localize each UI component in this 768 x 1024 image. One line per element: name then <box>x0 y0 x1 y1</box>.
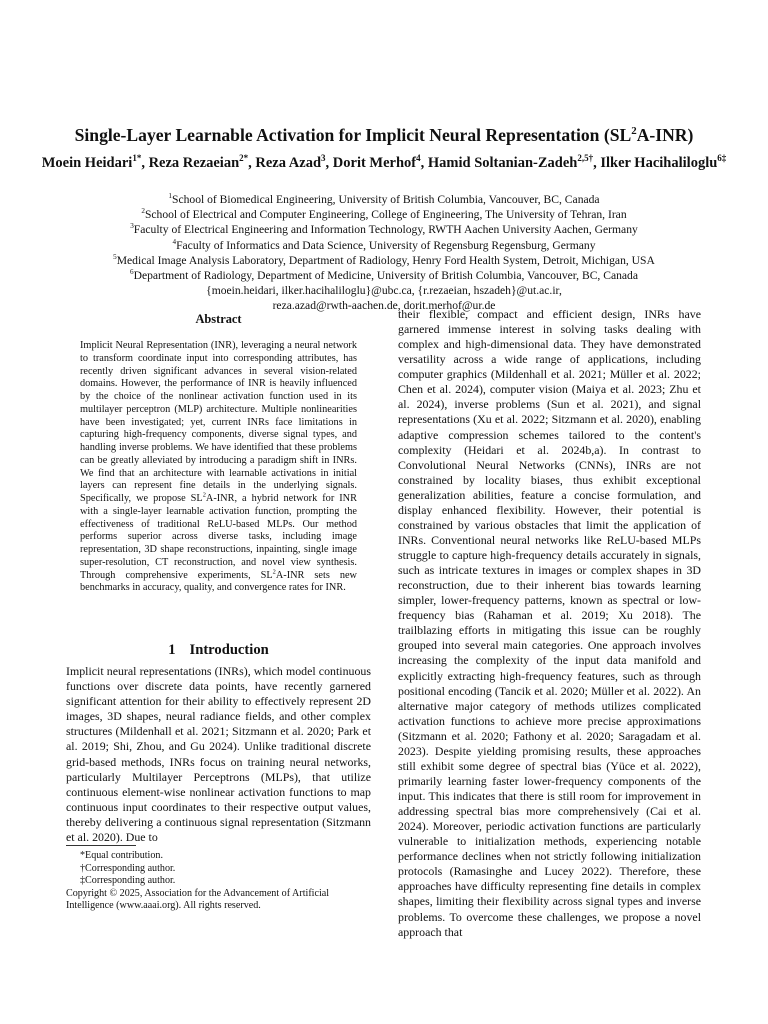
author-list: Moein Heidari$^{1*}$, Reza Rezaeian$^{2*}$, Reza Azad$^3$, Dorit Merhof$^4$, Hamid Soltanian-Zadeh$^{2,5\dagger}$, Ilker Hacihaliloglu$^{6\ddagger}$ <box>41 153 727 171</box>
affiliation-1: $^1$School of Biomedical Engineering, University of British Columbia, Vancouver, BC, Canada <box>168 192 600 206</box>
copyright-notice: Copyright © 2025, Association for the Advancement of Artificial Intelligence (www.aaai.org). All rights reserved. <box>66 887 330 911</box>
intro-paragraph-right: their flexible, compact and efficient design, INRs have garnered immense interest in solving tasks dealing with complex and high-dimensional data. They have demonstrated versatility across a wide range of applications, including computer graphics (Mildenhall et al. 2021; Müller et al. 2022; Chen et al. 2024), computer vision (Maiya et al. 2023; Zhu et al. 2024), inverse problems (Sun et al. 2021), and signal representations (Xu et al. 2022; Sitzmann et al. 2020), enabling adaptive compression schemes tailored to the content's complexity (Heidari et al. 2024b,a). In contrast to Convolutional Neural Networks (CNNs), INRs are not constrained by locality biases, thus exhibit exceptional generalization abilities, feature a concise formulation, and display enhanced flexibility. However, their potential is constrained by various obstacles that limit the application of INRs. Conventional neural networks like ReLU-based MLPs struggle to capture high-frequency details accurately in signals, such as intricate textures in images or complex shapes in 3D reconstruction, due to their inherent bias towards learning simpler, lower-frequency patterns, known as spectral or low-frequency bias (Rahaman et al. 2019; Xu 2018). The trailblazing efforts in mitigating this issue can be roughly grouped into several main categories. One approach involves increasing the complexity of the input data manifold and explicitly extracting high-frequency features, such as through positional encoding (Tancik et al. 2020; Müller et al. 2022). An alternative major category of methods utilizes complicated activation functions to achieve more precise approximations (Sitzmann et al. 2020; Fathony et al. 2020; Saragadam et al. 2023). Despite yielding promising results, these approaches still exhibit some degree of spectral bias (Yüce et al. 2022), primarily learning faster lower-frequency components of the input. This indicates that there is still room for improvement in addressing spectral bias more comprehensively (Cai et al. 2024). Moreover, periodic activation functions are particularly vulnerable to initialization methods, experiencing notable performance declines when not strictly following initialization protocols (Ramasinghe and Lucey 2022). Therefore, these approaches have difficulty representing fine details in complex shapes, limiting their flexibility across signal types and inverse problems. To overcome these challenges, we propose a novel approach that <box>398 307 701 939</box>
paper-title: Single-Layer Learnable Activation for Implicit Neural Representation $(SL^2A-INR)$ <box>74 125 694 145</box>
affiliation-5: $^5$Medical Image Analysis Laboratory, Department of Radiology, Henry Ford Health System, Detroit, Michigan, USA <box>113 252 655 267</box>
section-number: 1 <box>168 642 176 658</box>
footnote-equal-contribution: *Equal contribution. <box>80 850 163 861</box>
left-column <box>66 312 371 911</box>
affiliation-2: $^2$School of Electrical and Computer Engineering, College of Engineering, The University of Tehran, Iran <box>141 207 627 222</box>
email-line-1[interactable]: {moein.heidari, ilker.hacihaliloglu}@ubc.ca, {r.rezaeian, hszadeh}@ut.ac.ir, <box>206 284 562 298</box>
abstract-text: Implicit Neural Representation (INR), leveraging a neural network to transform coordinate input into corresponding attributes, has recently driven significant advances in several vision-related domains. However, the performance of INR is heavily influenced by the choice of the nonlinear activation function used in its multilayer perceptron (MLP) architecture. Multiple nonlinearities have been investigated; yet, current INRs face limitations in capturing high-frequency components, diverse signal types, and handling inverse problems. We have identified that these problems can be greatly alleviated by introducing a paradigm shift in INRs. We find that an architecture with learnable activations in initial layers can represent fine details in the underlying signals. Specifically, we propose $SL^2A$-INR, a hybrid network for INR with a single-layer learnable activation function, prompting the effectiveness of traditional ReLU-based MLPs. Our method performs superior across diverse tasks, including image representation, 3D shape reconstructions, inpainting, single image super-resolution, CT reconstruction, and novel view synthesis. Through comprehensive experiments, $SL^2A$-INR sets new benchmarks in accuracy, quality, and convergence rates for INR. <box>80 340 357 594</box>
footnote-divider <box>66 845 136 846</box>
affiliation-3: $^3$Faculty of Electrical Engineering and Information Technology, RWTH Aachen University Aachen, Germany <box>130 222 638 237</box>
footnote-corresponding-2: ‡Corresponding author. <box>80 875 176 886</box>
affiliation-4: $^4$Faculty of Informatics and Data Science, University of Regensburg Regensburg, Germany <box>172 237 596 252</box>
affiliation-6: $^6$Department of Radiology, Department of Medicine, University of British Columbia, Vancouver, BC, Canada <box>130 268 638 283</box>
section-heading-introduction <box>66 642 371 659</box>
email-line-2[interactable]: reza.azad@rwth-aachen.de, dorit.merhof@ur.de <box>272 299 496 313</box>
abstract-heading: Abstract <box>195 312 242 326</box>
right-column <box>398 307 701 940</box>
section-title-text: Introduction <box>189 642 269 658</box>
affiliation-block <box>30 192 738 314</box>
intro-paragraph-left: Implicit neural representations (INRs), which model continuous functions over discrete data points, have recently garnered significant attention for their ability to effectively represent 2D images, 3D shapes, neural radiance fields, and other complex structures (Mildenhall et al. 2021; Sitzmann et al. 2020; Park et al. 2019; Shi, Zhou, and Gu 2024). Unlike traditional discrete grid-based methods, INRs focus on training neural networks, particularly Multilayer Perceptrons (MLPs), that utilize continuous element-wise nonlinear activation functions to map continuous input coordinates to their respective output values, thereby delivering a continuous signal representation (Sitzmann et al. 2020). Due to <box>66 664 371 845</box>
footnotes <box>66 845 371 913</box>
footnote-corresponding-1: †Corresponding author. <box>80 862 176 874</box>
